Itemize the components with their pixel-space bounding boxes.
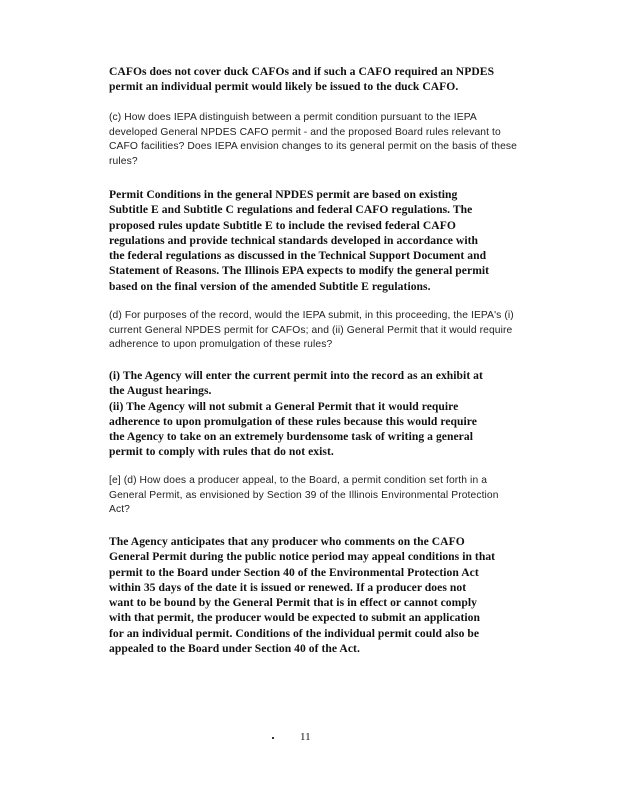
- question-e: [109, 474, 529, 518]
- text-line: Subtitle E and Subtitle C regulations and federal CAFO regulations. The: [109, 203, 473, 217]
- text-line: (d) For purposes of the record, would the IEPA submit, in this proceeding, the IEPA's (i): [109, 310, 514, 321]
- text-line: within 35 days of the date it is issued or renewed. If a producer does not: [109, 580, 467, 594]
- text-line: appealed to the Board under Section 40 of the Act.: [109, 642, 360, 656]
- text-line: regulations and provide technical standards developed in accordance with: [109, 233, 479, 247]
- text-line: with that permit, the producer would be expected to submit an application: [109, 611, 481, 625]
- page-number: 11: [300, 731, 311, 743]
- text-line: for an individual permit. Conditions of the individual permit could also be: [109, 626, 480, 640]
- question-d: [109, 309, 529, 353]
- text-line: adherence to upon promulgation of these rules?: [109, 339, 333, 351]
- text-line: the August hearings.: [109, 384, 212, 398]
- text-line: Permit Conditions in the general NPDES permit are based on existing: [109, 188, 458, 201]
- text-line: the Agency to take on an extremely burdensome task of writing a general: [109, 430, 473, 444]
- answer-d: [109, 368, 529, 460]
- text-line: The Agency anticipates that any producer who comments on the CAFO: [109, 535, 465, 548]
- scan-speck: [272, 737, 274, 739]
- text-line: [e] (d) How does a producer appeal, to the Board, a permit condition set forth in a: [109, 475, 488, 486]
- text-line: (ii) The Agency will not submit a General Permit that it would require: [109, 399, 459, 413]
- text-line: want to be bound by the General Permit that is in effect or cannot comply: [109, 596, 477, 610]
- text-line: permit to the Board under Section 40 of the Environmental Protection Act: [109, 565, 479, 579]
- text-line: proposed rules update Subtitle E to include the revised federal CAFO: [109, 218, 456, 232]
- text-line: permit to comply with rules that do not exist.: [109, 445, 334, 459]
- text-line: CAFO facilities? Does IEPA envision changes to its general permit on the basis of these: [109, 141, 518, 153]
- text-line: developed General NPDES CAFO permit - and the proposed Board rules relevant to: [109, 126, 501, 138]
- text-line: (i) The Agency will enter the current permit into the record as an exhibit at: [109, 369, 483, 382]
- text-line: General Permit, as envisioned by Section 39 of the Illinois Environmental Protection: [109, 489, 499, 501]
- text-line: Act?: [109, 504, 131, 516]
- text-line: current General NPDES permit for CAFOs; and (ii) General Permit that it would require: [109, 324, 513, 336]
- text-line: rules?: [109, 155, 138, 167]
- text-line: the federal regulations as discussed in the Technical Support Document and: [109, 249, 487, 263]
- text-line: based on the final version of the amended Subtitle E regulations.: [109, 279, 431, 293]
- text-line: permit an individual permit would likely be issued to the duck CAFO.: [109, 80, 459, 94]
- question-c: [109, 111, 529, 169]
- text-line: CAFOs does not cover duck CAFOs and if such a CAFO required an NPDES: [109, 65, 495, 78]
- text-line: Statement of Reasons. The Illinois EPA expects to modify the general permit: [109, 264, 490, 278]
- answer-e: [109, 534, 529, 656]
- text-line: adherence to upon promulgation of these rules because this would require: [109, 414, 477, 428]
- text-line: General Permit during the public notice period may appeal conditions in that: [109, 550, 496, 564]
- paragraph-duck-cafo-answer: [109, 64, 529, 95]
- text-line: (c) How does IEPA distinguish between a permit condition pursuant to the IEPA: [109, 112, 477, 123]
- answer-c: [109, 187, 529, 294]
